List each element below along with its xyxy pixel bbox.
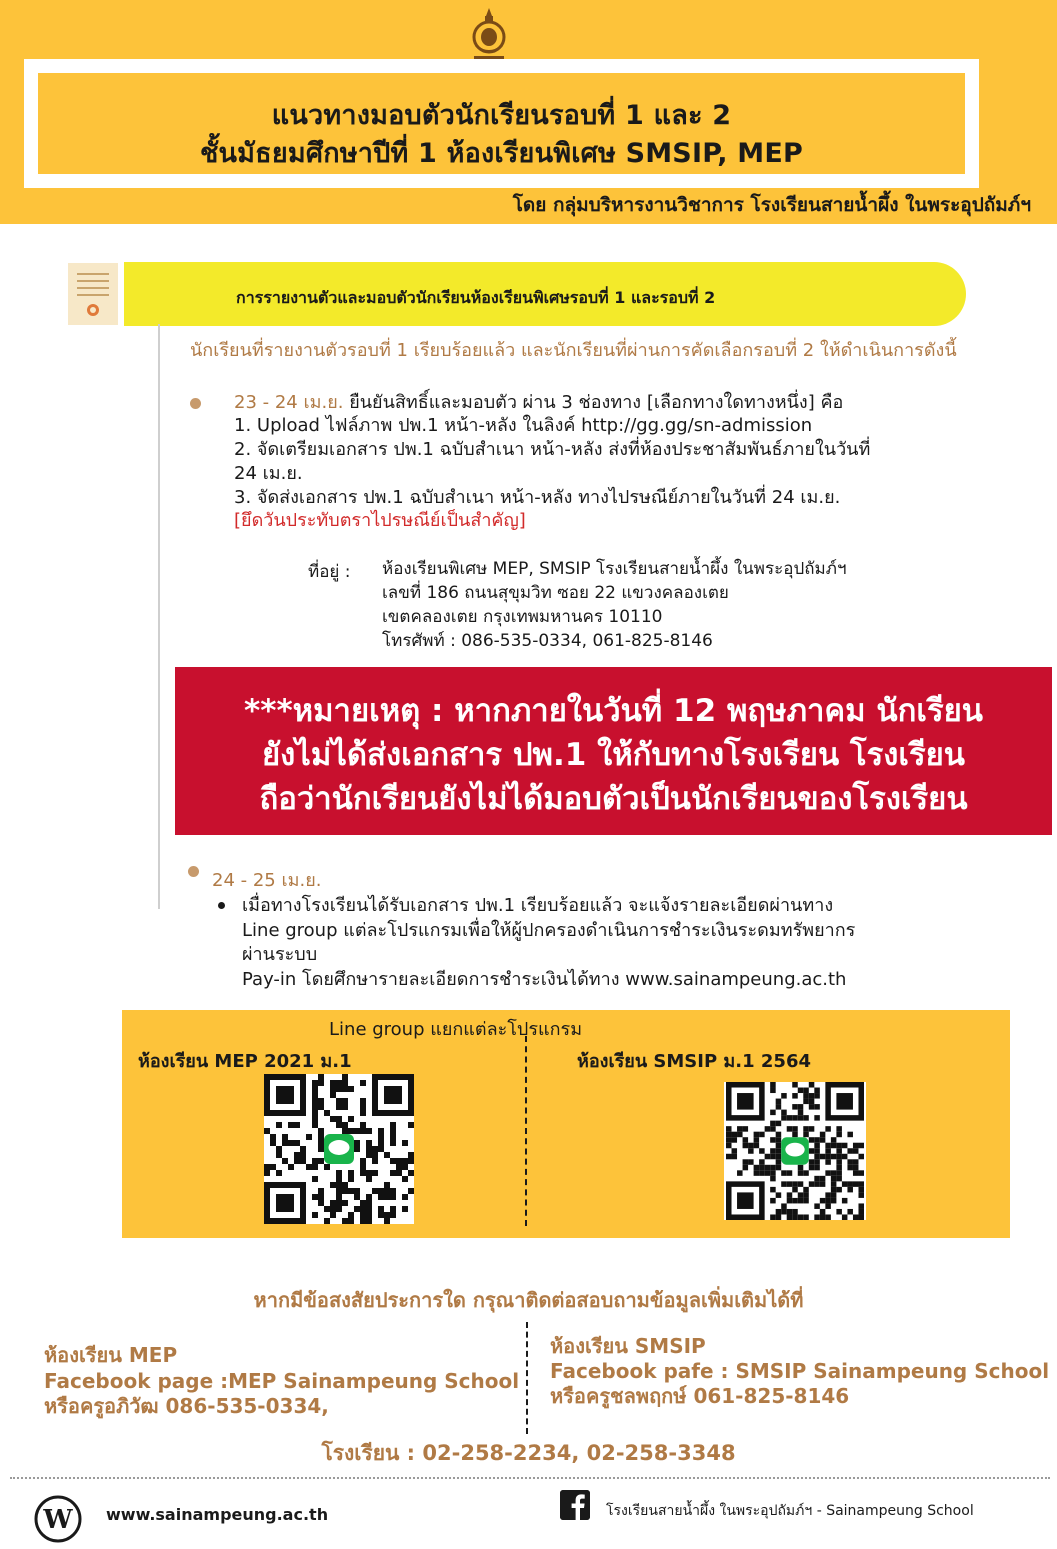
smsip-qr-code[interactable] (724, 1082, 866, 1220)
section-banner-text: การรายงานตัวและมอบตัวนักเรียนห้องเรียนพิเศษรอบที่ 1 และรอบที่ 2 (236, 288, 716, 307)
facebook-page-link[interactable]: โรงเรียนสายน้ำผึ้ง ในพระอุปถัมภ์ฯ - Sainampeung School (606, 1503, 974, 1519)
step1-item2b: 24 เม.ย. (234, 463, 303, 484)
contact-divider (526, 1322, 528, 1434)
qr-code-icon (264, 1074, 414, 1224)
smsip-contact-phone: หรือครูชลพฤกษ์ 061-825-8146 (550, 1384, 850, 1408)
certificate-icon (68, 263, 118, 325)
facebook-icon (560, 1490, 590, 1520)
note-line3: ถือว่านักเรียนยังไม่ได้มอบตัวเป็นนักเรียนของโรงเรียน (259, 781, 968, 817)
step2-line3: ผ่านระบบ (242, 944, 318, 965)
contact-heading: หากมีข้อสงสัยประการใด กรุณาติดต่อสอบถามข้อมูลเพิ่มเติมได้ที่ (253, 1288, 804, 1312)
smsip-group-label: ห้องเรียน SMSIP ม.1 2564 (577, 1051, 811, 1072)
note-line1: ***หมายเหตุ : หากภายในวันที่ 12 พฤษภาคม นักเรียน (244, 693, 983, 729)
mep-contact-phone: หรือครูอภิวัฒ 086-535-0334, (44, 1394, 329, 1418)
qr-code-icon (724, 1082, 866, 1220)
smsip-contact-title: ห้องเรียน SMSIP (550, 1334, 706, 1358)
timeline-line (158, 324, 160, 909)
page-subtitle: โดย กลุ่มบริหารงานวิชาการ โรงเรียนสายน้ำผึ้ง ในพระอุปถัมภ์ฯ (512, 194, 1031, 216)
title-frame (24, 59, 979, 188)
step2-line4: Pay-in โดยศึกษารายละเอียดการชำระเงินได้ทาง www.sainampeung.ac.th (242, 969, 847, 990)
mep-contact-title: ห้องเรียน MEP (44, 1343, 178, 1367)
step2-line1: เมื่อทางโรงเรียนได้รับเอกสาร ปพ.1 เรียบร้อยแล้ว จะแจ้งรายละเอียดผ่านทาง (242, 895, 834, 916)
address-phone: โทรศัพท์ : 086-535-0334, 061-825-8146 (382, 631, 713, 651)
smsip-facebook-link[interactable]: Facebook pafe : SMSIP Sainampeung School (550, 1359, 1050, 1383)
step2-line2: Line group แต่ละโปรแกรมเพื่อให้ผู้ปกครองดำเนินการชำระเงินระดมทรัพยากร (242, 920, 856, 941)
section-banner (124, 262, 966, 326)
website-link[interactable]: www.sainampeung.ac.th (106, 1505, 329, 1524)
address-label: ที่อยู่ : (308, 562, 351, 582)
step1-date: 23 - 24 เม.ย. (234, 392, 344, 413)
intro-text: นักเรียนที่รายงานตัวรอบที่ 1 เรียบร้อยแล้ว และนักเรียนที่ผ่านการคัดเลือกรอบที่ 2 ให้ดำเนินการดังนี้ (190, 340, 957, 361)
school-phone: โรงเรียน : 02-258-2234, 02-258-3348 (321, 1441, 736, 1465)
step1-item3-note: [ยึดวันประทับตราไปรษณีย์เป็นสำคัญ] (234, 510, 526, 531)
svg-text:W: W (43, 1505, 73, 1535)
step1-item3: 3. จัดส่งเอกสาร ปพ.1 ฉบับสำเนา หน้า-หลัง ทางไปรษณีย์ภายในวันที่ 24 เม.ย. (234, 487, 841, 508)
mep-qr-code[interactable] (264, 1074, 414, 1224)
line-group-box (122, 1010, 1010, 1238)
note-box (175, 667, 1052, 835)
mep-facebook-link[interactable]: Facebook page :MEP Sainampeung School (44, 1369, 520, 1393)
step1-heading: ยืนยันสิทธิ์และมอบตัว ผ่าน 3 ช่องทาง [เลือกทางใดทางหนึ่ง] คือ (343, 392, 844, 413)
address-line1: ห้องเรียนพิเศษ MEP, SMSIP โรงเรียนสายน้ำผึ้ง ในพระอุปถัมภ์ฯ (382, 559, 847, 579)
timeline-dot (188, 866, 199, 877)
step1-heading-line (234, 392, 843, 414)
address-line3: เขตคลองเตย กรุงเทพมหานคร 10110 (382, 607, 663, 627)
page-title-line1: แนวทางมอบตัวนักเรียนรอบที่ 1 และ 2 (271, 100, 732, 131)
address-line2: เลขที่ 186 ถนนสุขุมวิท ซอย 22 แขวงคลองเตย (382, 583, 729, 603)
page-title-line2: ชั้นมัธยมศึกษาปีที่ 1 ห้องเรียนพิเศษ SMSIP, MEP (199, 138, 803, 169)
step2-date: 24 - 25 เม.ย. (212, 870, 322, 891)
bullet-dot (218, 902, 225, 909)
step1-item1: 1. Upload ไฟล์ภาพ ปพ.1 หน้า-หลัง ในลิงค์ http://gg.gg/sn-admission (234, 415, 813, 436)
line-group-title: Line group แยกแต่ละโปรแกรม (329, 1019, 583, 1040)
school-seal-icon (466, 6, 512, 62)
line-group-divider (525, 1036, 527, 1226)
divider (10, 1477, 1050, 1479)
step1-item2a: 2. จัดเตรียมเอกสาร ปพ.1 ฉบับสำเนา หน้า-หลัง ส่งที่ห้องประชาสัมพันธ์ภายในวันที่ (234, 439, 871, 460)
note-line2: ยังไม่ได้ส่งเอกสาร ปพ.1 ให้กับทางโรงเรียน โรงเรียน (262, 737, 965, 773)
timeline-dot (190, 398, 201, 409)
wordpress-icon (34, 1495, 82, 1543)
mep-group-label: ห้องเรียน MEP 2021 ม.1 (138, 1051, 352, 1072)
